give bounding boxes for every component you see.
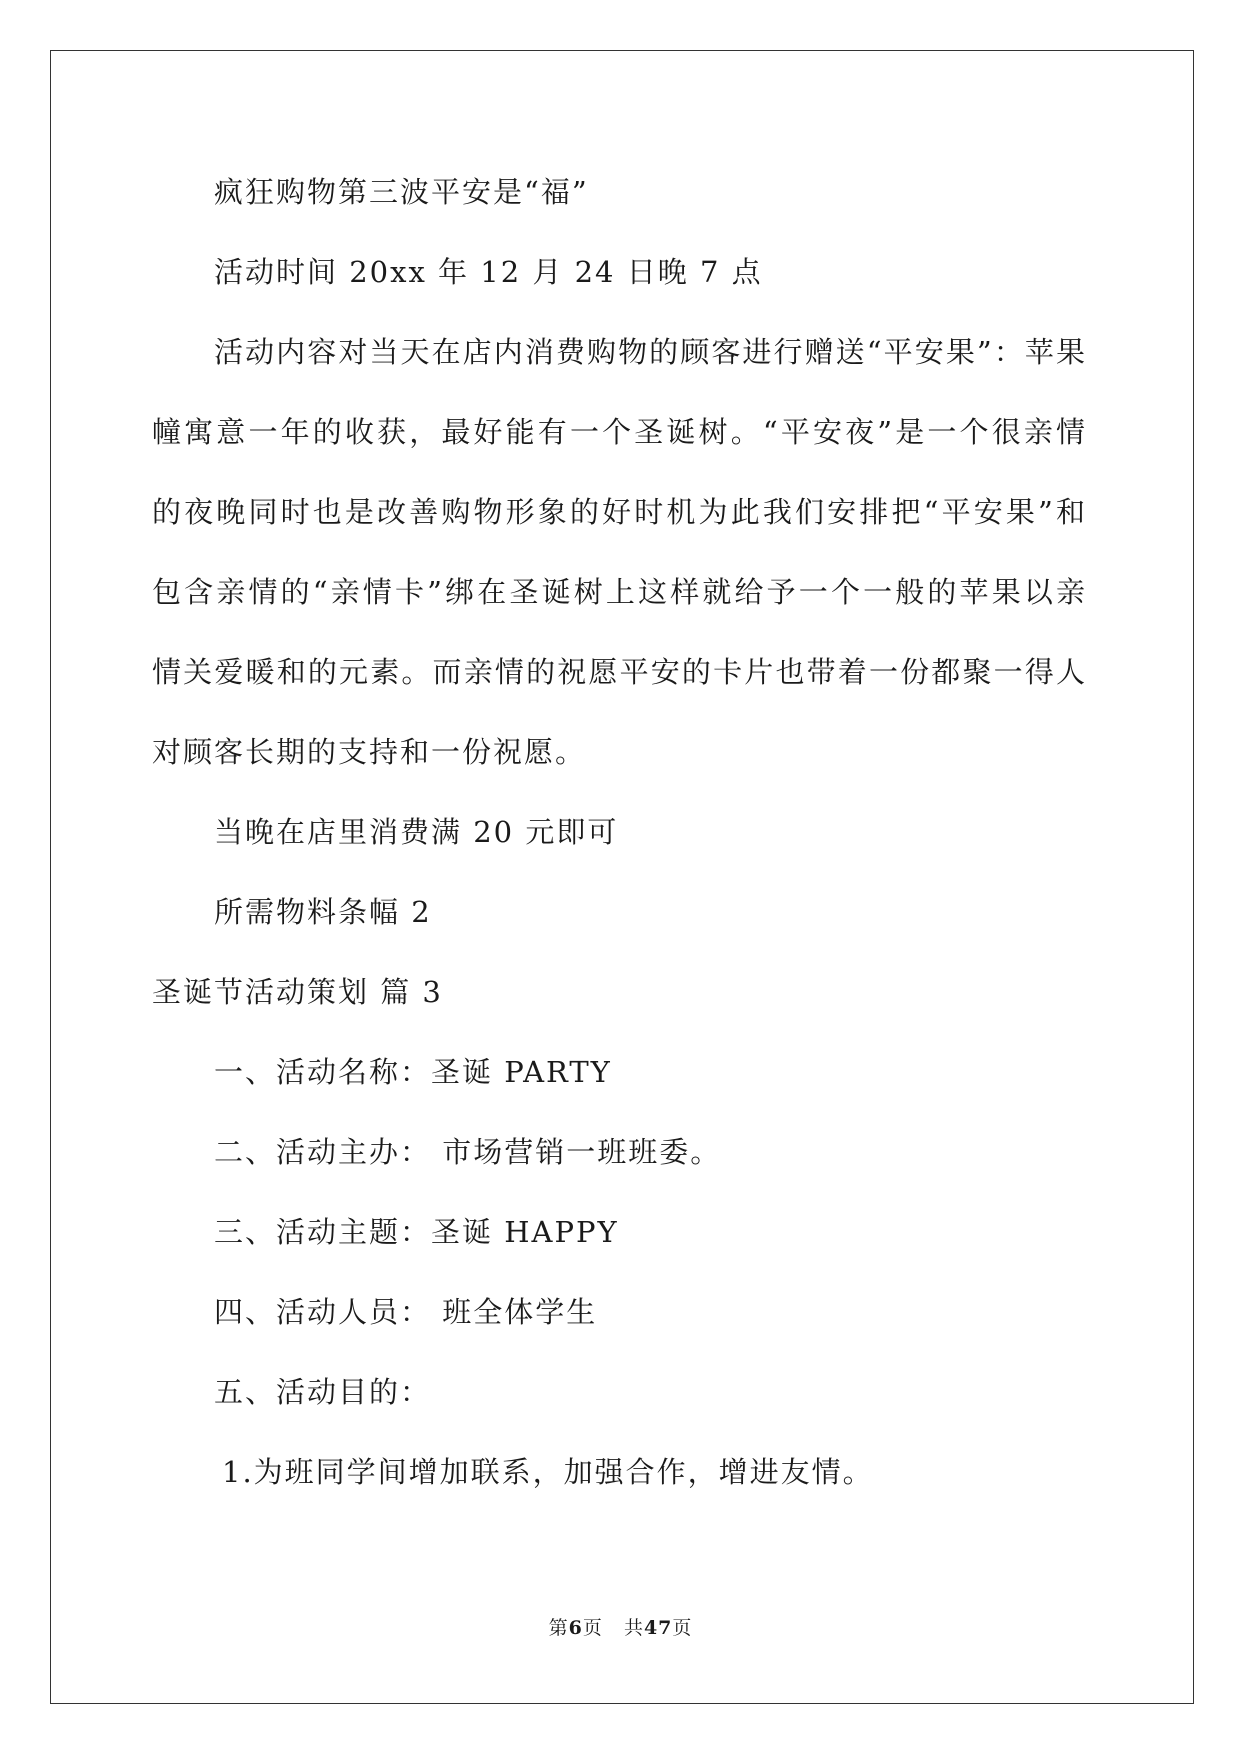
text-line: 对顾客长期的支持和一份祝愿。 bbox=[152, 735, 587, 769]
page-number: 6 bbox=[568, 1617, 583, 1639]
text-line: 的夜晚同时也是改善购物形象的好时机为此我们安排把“平安果”和 bbox=[152, 495, 1086, 529]
text-line: 一、活动名称：圣诞 PARTY bbox=[214, 1055, 612, 1089]
text-line: 疯狂购物第三波平安是“福” bbox=[214, 175, 589, 209]
total-pages: 47 bbox=[643, 1617, 673, 1639]
text-line: 五、活动目的： bbox=[214, 1375, 432, 1409]
text-line: 三、活动主题：圣诞 HAPPY bbox=[214, 1215, 619, 1249]
text-line: 二、活动主办： 市场营销一班班委。 bbox=[214, 1135, 722, 1169]
text-line: 1.为班同学间增加联系，加强合作，增进友情。 bbox=[222, 1455, 874, 1489]
page-footer bbox=[0, 1616, 1241, 1640]
section-heading: 圣诞节活动策划 篇 3 bbox=[152, 975, 443, 1009]
text-line: 包含亲情的“亲情卡”绑在圣诞树上这样就给予一个一般的苹果以亲 bbox=[152, 575, 1086, 609]
footer-suffix: 页 bbox=[672, 1617, 693, 1639]
text-line: 所需物料条幅 2 bbox=[214, 895, 432, 929]
text-line: 活动内容对当天在店内消费购物的顾客进行赠送“平安果”：苹果 bbox=[214, 335, 1086, 369]
text-line: 幢寓意一年的收获，最好能有一个圣诞树。“平安夜”是一个很亲情 bbox=[152, 415, 1086, 449]
text-line: 四、活动人员： 班全体学生 bbox=[214, 1295, 598, 1329]
text-line: 情关爱暖和的元素。而亲情的祝愿平安的卡片也带着一份都聚一得人 bbox=[152, 655, 1086, 689]
text-line: 当晚在店里消费满 20 元即可 bbox=[214, 815, 619, 849]
footer-prefix: 第 bbox=[548, 1617, 569, 1639]
footer-middle: 页 共 bbox=[582, 1617, 644, 1639]
text-line: 活动时间 20xx 年 12 月 24 日晚 7 点 bbox=[214, 255, 763, 289]
